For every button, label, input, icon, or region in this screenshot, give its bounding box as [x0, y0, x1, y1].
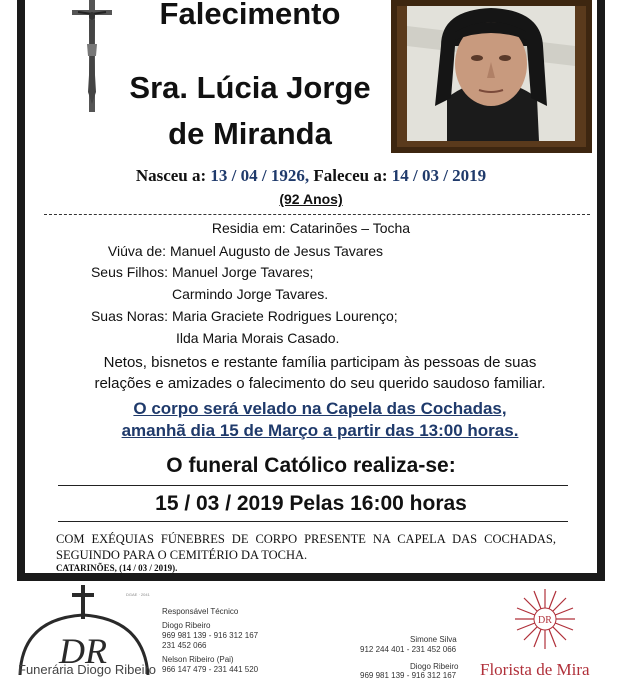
daughter-in-law-name: Ilda Maria Morais Casado. [176, 330, 340, 346]
contact-name: Simone Silva [410, 635, 457, 644]
residence: Residia em: Catarinões – Tocha [211, 220, 411, 236]
deceased-name-line2: de Miranda [168, 116, 332, 151]
child-name: Carmindo Jorge Tavares. [172, 286, 329, 302]
page-title: Falecimento [159, 0, 341, 31]
deceased-name-line1: Sra. Lúcia Jorge [129, 70, 371, 105]
family-message-line1: Netos, bisnetos e restante família participam às pessoas de suas [103, 354, 537, 371]
funeral-divider-bottom [58, 521, 568, 522]
florist-name: Florista de Mira [480, 660, 590, 679]
family-message-line2: relações e amizades o falecimento do seu querido saudoso familiar. [94, 375, 546, 392]
logo-cross-horizontal [72, 593, 94, 597]
wake-line1: O corpo será velado na Capela das Cochadas, [133, 399, 507, 418]
child-name: Manuel Jorge Tavares; [172, 264, 314, 280]
funeral-divider-top [58, 485, 568, 486]
portrait-photo [407, 6, 575, 141]
born-label: Nasceu a: [135, 166, 207, 185]
contact-name: Diogo Ribeiro [410, 662, 459, 671]
technical-lead-label: Responsável Técnico [162, 607, 239, 616]
contact-phone: 969 981 139 - 916 312 167 [360, 671, 457, 680]
frame-bottom-border [17, 573, 605, 581]
age: (92 Anos) [279, 191, 343, 207]
born-date: 13 / 04 / 1926, [210, 166, 310, 185]
dashed-divider [44, 214, 590, 215]
exequies-text: COM EXÉQUIAS FÚNEBRES DE CORPO PRESENTE NA CAPELA DAS COCHADAS, SEGUINDO PARA O CEMITÉRIO DA TOCHA. [56, 532, 556, 562]
widow-of: Manuel Augusto de Jesus Tavares [170, 243, 383, 259]
wake-line2: amanhã dia 15 de Março a partir das 13:00 horas. [121, 421, 519, 440]
contact-name: Diogo Ribeiro [162, 621, 211, 630]
funeral-home-name: Funerária Diogo Ribeiro [18, 662, 157, 677]
logo-letters: DR [59, 631, 107, 671]
died-date: 14 / 03 / 2019 [391, 166, 487, 185]
contact-name: Nelson Ribeiro (Pai) [162, 655, 234, 664]
children-label: Seus Filhos: [90, 264, 168, 280]
daughters-in-law-label: Suas Noras: [90, 308, 168, 324]
birth-death-dates [0, 166, 622, 186]
contact-phone: 969 981 139 - 916 312 167 [162, 631, 259, 640]
funeral-datetime: 15 / 03 / 2019 Pelas 16:00 horas [155, 492, 467, 515]
place-date: CATARINÕES, (14 / 03 / 2019). [56, 563, 178, 573]
contact-phone: 231 452 066 [162, 641, 207, 650]
died-label: Faleceu a: [313, 166, 388, 185]
funeral-heading: O funeral Católico realiza-se: [166, 454, 456, 477]
widow-label: Viúva de: [107, 243, 166, 259]
daughter-in-law-name: Maria Graciete Rodrigues Lourenço; [172, 308, 398, 324]
florist-letters: DR [538, 615, 552, 626]
contact-phone: 912 244 401 - 231 452 066 [360, 645, 457, 654]
portrait-illustration [407, 6, 575, 141]
florist-flower-icon [500, 588, 590, 650]
portrait-frame [391, 0, 592, 153]
dgae-code: DGAE · 2041 [126, 592, 150, 597]
contact-phone: 966 147 479 - 231 441 520 [162, 665, 259, 674]
